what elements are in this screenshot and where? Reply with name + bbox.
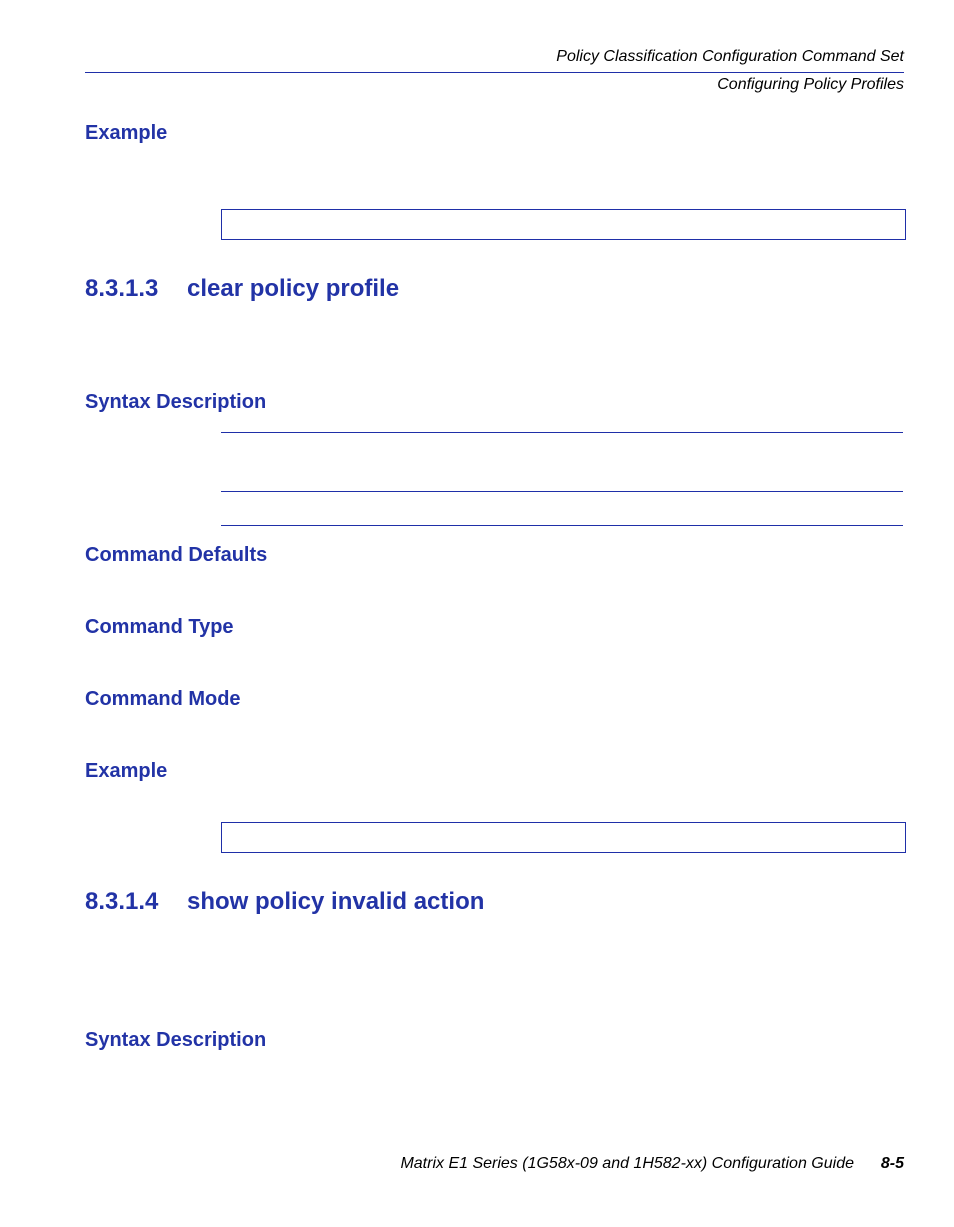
command-defaults-heading: Command Defaults bbox=[85, 544, 268, 566]
section-title-8314: show policy invalid action bbox=[187, 888, 485, 915]
section-title-8313: clear policy profile bbox=[187, 275, 400, 302]
syntax-table-row-rule bbox=[221, 491, 903, 492]
footer-guide-title: Matrix E1 Series (1G58x-09 and 1H582-xx) Configuration Guide bbox=[400, 1155, 854, 1172]
section-heading-8314 bbox=[85, 888, 484, 916]
section-number-8313: 8.3.1.3 bbox=[85, 275, 159, 302]
example-heading-2: Example bbox=[85, 760, 168, 782]
footer-page-number: 8-5 bbox=[880, 1155, 904, 1172]
header-rule bbox=[85, 72, 904, 73]
example-code-box-2 bbox=[221, 822, 906, 853]
example-heading-1: Example bbox=[85, 122, 168, 144]
running-header-chapter: Policy Classification Configuration Command Set bbox=[556, 48, 904, 65]
running-header-section: Configuring Policy Profiles bbox=[717, 76, 904, 93]
command-mode-heading: Command Mode bbox=[85, 688, 241, 710]
syntax-description-heading-2: Syntax Description bbox=[85, 1029, 267, 1051]
section-number-8314: 8.3.1.4 bbox=[85, 888, 159, 915]
example-code-box-1 bbox=[221, 209, 906, 240]
syntax-table-bottom-rule bbox=[221, 525, 903, 526]
syntax-description-heading-1: Syntax Description bbox=[85, 391, 267, 413]
command-type-heading: Command Type bbox=[85, 616, 234, 638]
syntax-table-top-rule bbox=[221, 432, 903, 433]
section-heading-8313 bbox=[85, 275, 399, 303]
